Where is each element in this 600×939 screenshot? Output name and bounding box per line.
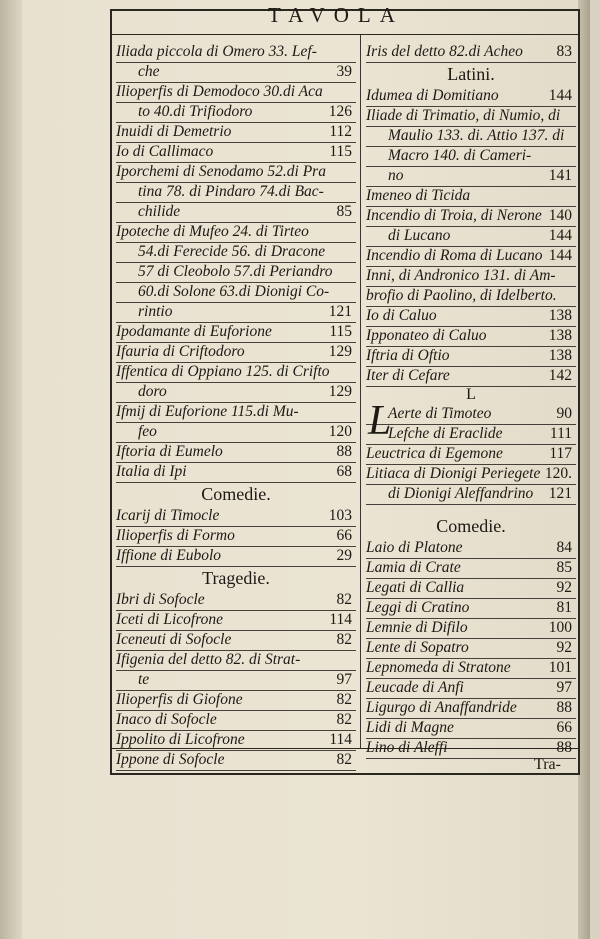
index-entry: [366, 578, 576, 599]
entry-text: Ligurgo di Anaffandride: [366, 699, 517, 716]
entry-text: te: [138, 671, 150, 688]
page-number: 85: [556, 559, 572, 576]
page-number: 117: [549, 445, 572, 462]
entry-text: Idumea di Domitiano: [366, 87, 499, 104]
index-entry: [366, 678, 576, 699]
index-entry: [116, 342, 356, 363]
index-entry: [116, 402, 356, 423]
entry-text: Incendio di Roma di Lucano: [366, 247, 543, 264]
entry-text: Ibri di Sofocle: [116, 591, 205, 608]
index-entry: [116, 162, 356, 183]
page-number: 39: [336, 63, 352, 80]
index-entry: [366, 226, 576, 247]
page-number: 97: [556, 679, 572, 696]
index-entry: [366, 146, 576, 167]
index-entry: [116, 102, 356, 123]
index-entry: [116, 82, 356, 103]
index-entry: [366, 538, 576, 559]
index-entry: [366, 444, 576, 465]
index-entry: [116, 242, 356, 263]
index-entry: [116, 590, 356, 611]
entry-text: di Lucano: [388, 227, 451, 244]
page-number: 121: [548, 485, 572, 502]
page-number: 120.: [544, 465, 572, 482]
index-entry: [366, 106, 576, 127]
page-number: 138: [548, 307, 572, 324]
entry-text: Iceneuti di Sofocle: [116, 631, 232, 648]
page-number: 66: [556, 719, 572, 736]
bottom-rule: [110, 773, 580, 775]
index-entry: [116, 650, 356, 671]
entry-text: tina 78. di Pindaro 74.di Bac-: [138, 183, 324, 200]
section-heading: Tragedie.: [202, 568, 270, 588]
page-number: 144: [548, 87, 572, 104]
index-entry: [116, 62, 356, 83]
entry-text: Iftoria di Eumelo: [116, 443, 223, 460]
page-number: 66: [336, 527, 352, 544]
index-entry: [116, 670, 356, 691]
running-head: TAVOLA: [268, 3, 404, 27]
entry-text: Iffentica di Oppiano 125. di Crifto: [116, 363, 330, 380]
head-rule: [110, 34, 580, 35]
index-entry: [366, 246, 576, 267]
index-entry: [366, 638, 576, 659]
page-number: 84: [556, 539, 572, 556]
entry-text: Inuidi di Demetrio: [116, 123, 232, 140]
entry-text: Ilioperfis di Giofone: [116, 691, 243, 708]
index-entry: [366, 464, 576, 485]
entry-text: no: [388, 167, 404, 184]
entry-text: Laio di Platone: [366, 539, 463, 556]
page-number: 101: [548, 659, 572, 676]
index-entry: [116, 202, 356, 223]
entry-text: Iris del detto 82.di Acheo: [366, 43, 523, 60]
entry-text: 54.di Ferecide 56. di Dracone: [138, 243, 326, 260]
page-number: 144: [548, 247, 572, 264]
page-number: 129: [328, 343, 352, 360]
entry-text: Lidi di Magne: [366, 719, 454, 736]
index-entry: [116, 42, 356, 63]
section-heading: Latini.: [447, 64, 495, 84]
page-number: 114: [329, 611, 352, 628]
entry-text: Iter di Cefare: [366, 367, 450, 384]
page-number: 82: [336, 751, 352, 768]
section-heading: Comedie.: [201, 484, 271, 504]
entry-text: Lemnie di Difilo: [366, 619, 468, 636]
entry-text: Lente di Sopatro: [366, 639, 469, 656]
index-entry: [116, 282, 356, 303]
index-entry: [116, 422, 356, 443]
entry-text: che: [138, 63, 160, 80]
page-number: 114: [329, 731, 352, 748]
entry-text: chilide: [138, 203, 181, 220]
page-number: 121: [328, 303, 352, 320]
index-entry: [366, 698, 576, 719]
index-entry: [366, 346, 576, 367]
index-entry: [116, 546, 356, 567]
column-divider: [360, 35, 361, 748]
index-entry: [366, 598, 576, 619]
index-entry: [116, 442, 356, 463]
page-number: 142: [548, 367, 572, 384]
entry-text: Ippolito di Licofrone: [116, 731, 245, 748]
index-entry: [116, 506, 356, 527]
entry-text: di Dionigi Aleffandrino: [388, 485, 534, 502]
index-entry: [116, 302, 356, 323]
entry-text: Ilioperfis di Formo: [116, 527, 235, 544]
page-number: 141: [548, 167, 572, 184]
entry-text: Aerte di Timoteo: [388, 405, 492, 422]
index-entry: [116, 526, 356, 547]
entry-text: Ifigenia del detto 82. di Strat-: [116, 651, 301, 668]
entry-text: Iffione di Eubolo: [116, 547, 222, 564]
entry-text: Lino di Aleffi: [366, 739, 448, 756]
entry-text: Lefche di Eraclide: [388, 425, 503, 442]
index-entry: [366, 42, 576, 63]
index-entry: [366, 424, 576, 445]
entry-text: 57 di Cleobolo 57.di Periandro: [138, 263, 333, 280]
index-entry: [116, 362, 356, 383]
section-heading: L: [466, 386, 476, 403]
index-entry: [366, 166, 576, 187]
entry-text: to 40.di Trifiodoro: [138, 103, 253, 120]
page-number: 111: [549, 425, 572, 442]
page-number: 82: [336, 591, 352, 608]
page-number: 82: [336, 711, 352, 728]
index-entry: [116, 182, 356, 203]
entry-text: Ilioperfis di Demodoco 30.di Aca: [116, 83, 323, 100]
index-entry: [116, 730, 356, 751]
entry-text: Ipodamante di Euforione: [116, 323, 272, 340]
page-number: 97: [336, 671, 352, 688]
entry-text: Lepnomeda di Stratone: [366, 659, 511, 676]
entry-text: Iporchemi di Senodamo 52.di Pra: [116, 163, 326, 180]
page-number: 92: [556, 639, 572, 656]
page-number: 138: [548, 327, 572, 344]
index-entry: [116, 142, 356, 163]
right-rule: [578, 9, 580, 774]
index-entry: [116, 750, 356, 771]
entry-text: Io di Caluo: [366, 307, 437, 324]
entry-text: doro: [138, 383, 167, 400]
page-number: 82: [336, 691, 352, 708]
page-number: 140: [548, 207, 572, 224]
page-number: 112: [329, 123, 352, 140]
entry-text: Incendio di Troia, di Nerone: [366, 207, 542, 224]
index-entry: [366, 126, 576, 147]
page-number: 126: [328, 103, 352, 120]
index-entry: [116, 462, 356, 483]
page-number: 100: [548, 619, 572, 636]
entry-text: 60.di Solone 63.di Dionigi Co-: [138, 283, 330, 300]
entry-text: rintio: [138, 303, 173, 320]
index-entry: [366, 306, 576, 327]
entry-text: Maulio 133. di. Attio 137. di: [388, 127, 565, 144]
index-entry: [116, 322, 356, 343]
entry-text: brofio di Paolino, di Idelberto.: [366, 287, 557, 304]
index-entry: [116, 610, 356, 631]
entry-text: Ipponateo di Caluo: [366, 327, 487, 344]
page-number: 115: [329, 323, 352, 340]
page-number: 92: [556, 579, 572, 596]
index-entry: [366, 718, 576, 739]
index-entry: [116, 690, 356, 711]
drop-cap: L: [368, 398, 392, 444]
index-entry: [366, 286, 576, 307]
page-number: 88: [556, 699, 572, 716]
page-number: 90: [556, 405, 572, 422]
entry-text: Litiaca di Dionigi Periegete: [366, 465, 541, 482]
page-number: 115: [329, 143, 352, 160]
entry-text: Inni, di Andronico 131. di Am-: [366, 267, 556, 284]
page-gutter: [0, 0, 22, 939]
entry-text: Ippone di Sofocle: [116, 751, 225, 768]
index-entry: [116, 630, 356, 651]
index-entry: [116, 710, 356, 731]
page-number: 85: [336, 203, 352, 220]
index-entry: [366, 326, 576, 347]
page-number: 29: [336, 547, 352, 564]
index-entry: [366, 618, 576, 639]
entry-text: Legati di Callia: [366, 579, 465, 596]
entry-text: Imeneo di Ticida: [366, 187, 471, 204]
index-entry: [116, 262, 356, 283]
entry-text: Leggi di Cratino: [366, 599, 470, 616]
left-rule: [110, 9, 112, 774]
index-entry: [366, 658, 576, 679]
index-entry: [366, 266, 576, 287]
page-number: 83: [556, 43, 572, 60]
entry-text: Italia di Ipi: [116, 463, 187, 480]
entry-text: Iceti di Licofrone: [116, 611, 224, 628]
page-number: 103: [328, 507, 352, 524]
index-entry: [366, 86, 576, 107]
index-entry: [366, 484, 576, 505]
index-entry: [366, 558, 576, 579]
entry-text: Icarij di Timocle: [116, 507, 220, 524]
entry-text: Leucade di Anfi: [366, 679, 464, 696]
entry-text: Ifmij di Euforione 115.di Mu-: [116, 403, 299, 420]
entry-text: Leuctrica di Egemone: [366, 445, 503, 462]
page-number: 138: [548, 347, 572, 364]
entry-text: Ifauria di Criftodoro: [116, 343, 245, 360]
entry-text: Io di Callimaco: [116, 143, 214, 160]
entry-text: Iliade di Trimatio, di Numio, di: [366, 107, 561, 124]
entry-text: Lamia di Crate: [366, 559, 461, 576]
entry-text: feo: [138, 423, 157, 440]
index-entry: [366, 186, 576, 207]
index-entry: [116, 382, 356, 403]
entry-text: Iftria di Oftio: [366, 347, 450, 364]
page-number: 88: [556, 739, 572, 756]
entry-text: Ipoteche di Mufeo 24. di Tirteo: [116, 223, 309, 240]
catchword: Tra-: [534, 756, 561, 773]
page-number: 120: [328, 423, 352, 440]
page-number: 129: [328, 383, 352, 400]
entry-text: Iliada piccola di Omero 33. Lef-: [116, 43, 317, 60]
page-number: 82: [336, 631, 352, 648]
page-number: 88: [336, 443, 352, 460]
index-entry: [366, 206, 576, 227]
section-heading: Comedie.: [436, 516, 506, 536]
entry-text: Inaco di Sofocle: [116, 711, 217, 728]
page-number: 81: [556, 599, 572, 616]
entry-text: Macro 140. di Cameri-: [388, 147, 532, 164]
page-number: 68: [336, 463, 352, 480]
page-number: 144: [548, 227, 572, 244]
index-entry: [116, 222, 356, 243]
index-entry: [116, 122, 356, 143]
